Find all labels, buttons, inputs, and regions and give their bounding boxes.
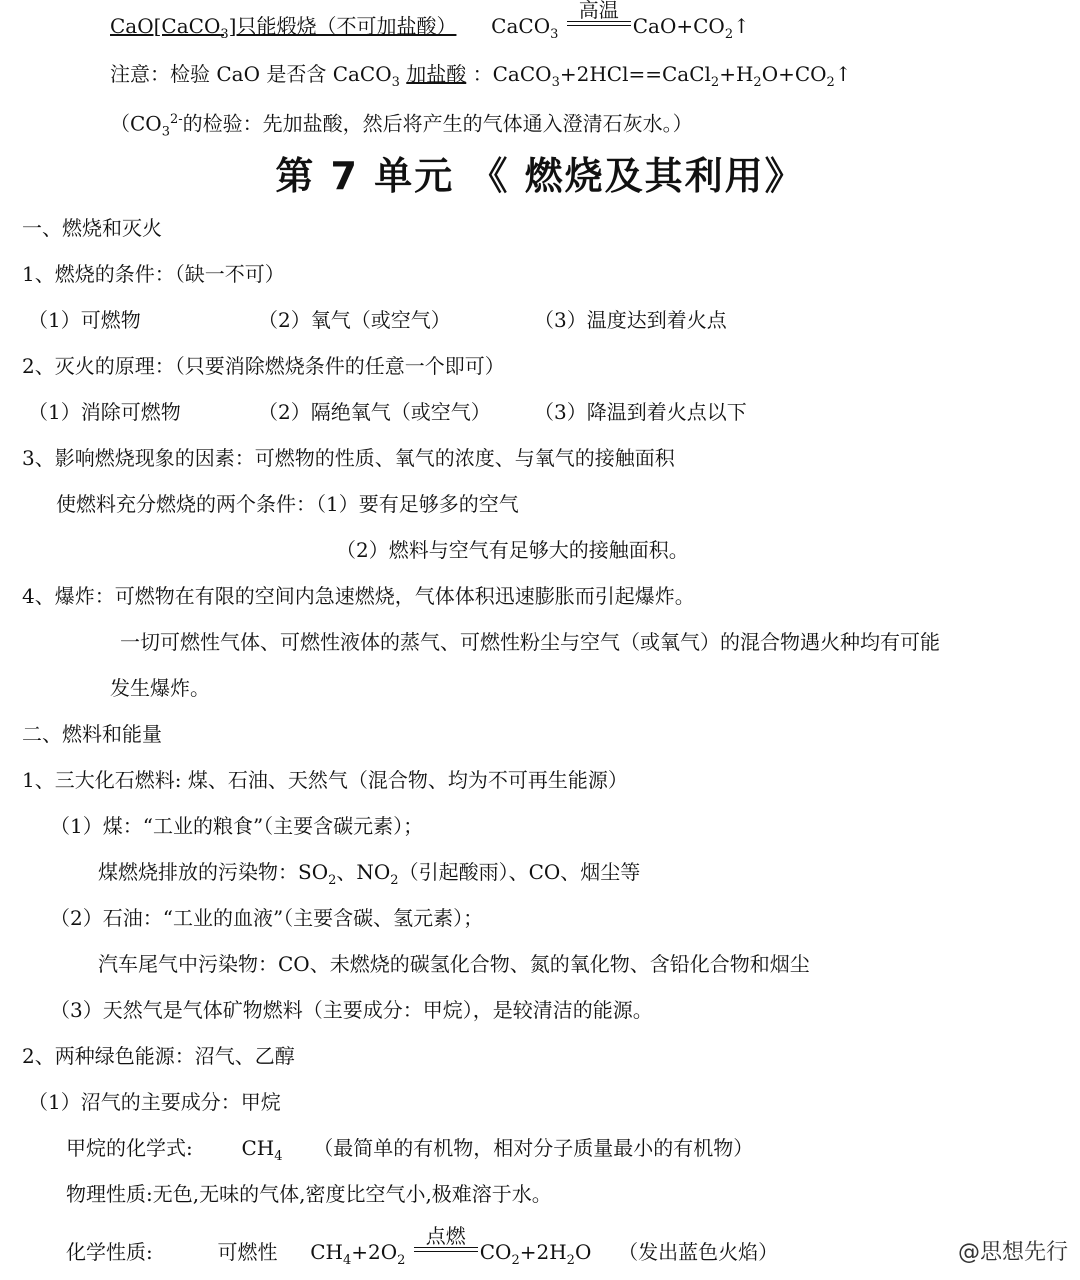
calcination-equation: CaCO$_3$ 高温 $CaO+CO_2↑$	[491, 0, 750, 42]
condition-3: （3）温度达到着火点	[534, 308, 727, 332]
methane-formula: $CH_4$	[241, 1136, 283, 1164]
full-combustion-1: 使燃料充分燃烧的两个条件：（1）要有足够多的空气	[56, 492, 519, 516]
carbonate-test-line: （$CO_3^{2-}$的检验：先加盐酸，然后将产生的气体通入澄清石灰水。）	[110, 111, 693, 140]
section-heading-combustion: 一、燃烧和灭火	[22, 216, 162, 240]
weibo-watermark: @思想先行	[957, 1240, 1068, 1265]
high-temp-condition: 高温	[565, 12, 633, 40]
full-combustion-2: （2）燃料与空气有足够大的接触面积。	[336, 538, 689, 562]
cao-caco3-line: CaO[CaCO$_3$]只能煅烧（不可加盐酸） CaCO$_3$ 高温 $CaO+CO_2↑$	[110, 0, 750, 42]
extinguish-3: （3）降温到着火点以下	[534, 400, 747, 424]
extinguish-2: （2）隔绝氧气（或空气）	[258, 400, 491, 424]
fossil-fuels: 1、三大化石燃料: 煤、石油、天然气（混合物、均为不可再生能源）	[22, 768, 628, 792]
combustion-conditions: 1、燃烧的条件：（缺一不可）	[22, 262, 285, 286]
methane-formula-line: 甲烷的化学式: $CH_4$ （最简单的有机物，相对分子质量最小的有机物）	[66, 1136, 754, 1164]
exhaust-pollutants: 汽车尾气中污染物：CO、未燃烧的碳氢化合物、氮的氧化物、含铅化合物和烟尘	[98, 952, 810, 976]
section-heading-fuel: 二、燃料和能量	[22, 722, 162, 746]
natural-gas-item: （3）天然气是气体矿物燃料（主要成分：甲烷），是较清洁的能源。	[50, 998, 653, 1022]
extinguish-principle: 2、灭火的原理：（只要消除燃烧条件的任意一个即可）	[22, 354, 505, 378]
coal-pollutants: 煤燃烧排放的污染物：$SO_2$、$NO_2$（引起酸雨）、CO、烟尘等	[98, 860, 641, 888]
physical-properties: 物理性质:无色,无味的气体,密度比空气小,极难溶于水。	[66, 1182, 552, 1206]
condition-2: （2）氧气（或空气）	[258, 308, 451, 332]
explosion-note-end: 发生爆炸。	[110, 676, 210, 700]
note-test-line: 注意：检验 CaO 是否含 CaCO$_3$ 加盐酸 ：$CaCO_3+2HCl==CaCl_2+H_2O+CO_2↑$	[110, 62, 852, 90]
methane-combustion-equation: $CH_4+2O_2$ 点燃 $CO_2+2H_2O$	[310, 1224, 592, 1268]
unit-title: 第 7 单元 《 燃烧及其利用》	[275, 154, 805, 198]
condition-1: （1）可燃物	[28, 308, 141, 332]
combustion-factors: 3、影响燃烧现象的因素：可燃物的性质、氧气的浓度、与氧气的接触面积	[22, 446, 675, 470]
explosion-definition: 4、爆炸：可燃物在有限的空间内急速燃烧，气体体积迅速膨胀而引起爆炸。	[22, 584, 695, 608]
explosion-note: 一切可燃性气体、可燃性液体的蒸气、可燃性粉尘与空气（或氧气）的混合物遇火种均有可能	[120, 630, 940, 654]
chemical-properties: 化学性质: 可燃性 $CH_4+2O_2$ 点燃 $CO_2+2H_2O$ （发出蓝色火焰）	[66, 1224, 779, 1268]
extinguish-1: （1）消除可燃物	[28, 400, 181, 424]
oil-item: （2）石油：“工业的血液”（主要含碳、氢元素）；	[50, 906, 484, 930]
coal-item: （1）煤：“工业的粮食”（主要含碳元素）；	[50, 814, 424, 838]
ignite-condition: 点燃	[412, 1238, 480, 1266]
biogas-item: （1）沼气的主要成分：甲烷	[28, 1090, 281, 1114]
green-energy: 2、两种绿色能源：沼气、乙醇	[22, 1044, 295, 1068]
